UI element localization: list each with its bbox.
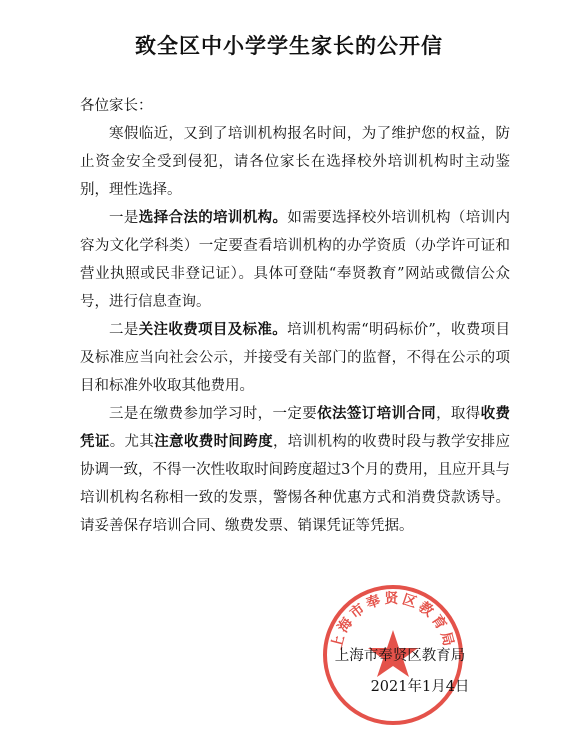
issuer-name: 上海市奉贤区教育局	[334, 648, 466, 664]
point-2-heading: 关注收费项目及标准。	[138, 321, 288, 338]
point-3-mid-1: ，取得	[436, 406, 481, 422]
paragraph-point-3	[80, 400, 510, 540]
letter-title: 致全区中小学学生家长的公开信	[135, 34, 443, 58]
point-2-lead: 二是	[109, 322, 139, 338]
point-3-lead: 三是在缴费参加学习时，一定要	[109, 406, 318, 422]
paragraph-intro: 寒假临近，又到了培训机构报名时间，为了维护您的权益，防止资金安全受到侵犯，请各位家长在选择校外培训机构时主动鉴别，理性选择。	[80, 126, 510, 198]
point-3-text: ，培训机构的收费时段与教学安排应协调一致，不得一次性收取时间跨度超过3个月的费用，且应开具与培训机构名称相一致的发票，警惕各种优惠方式和消费贷款诱导。请妥善保存培训合同、缴费发票、销课凭证等凭据。	[80, 434, 511, 534]
point-1-heading: 选择合法的培训机构。	[138, 209, 288, 226]
point-3-heading-receipt: 收费凭证	[80, 405, 511, 450]
letter-body	[80, 92, 510, 540]
point-3-mid-2: 。尤其	[109, 434, 155, 450]
point-3-heading-timespan: 注意收费时间跨度	[154, 433, 273, 450]
point-3-heading-contract: 依法签订培训合同	[317, 405, 437, 422]
paragraph-point-2	[80, 316, 510, 400]
point-1-text: 如需要选择校外培训机构（培训内容为文化学科类）一定要查看培训机构的办学资质（办学许可证和营业执照或民非登记证）。具体可登陆“奉贤教育”网站或微信公众号，进行信息查询。	[80, 210, 511, 310]
issue-date: 2021年1月4日	[370, 679, 470, 695]
point-1-lead: 一是	[109, 210, 139, 226]
seal-text: 上海市奉贤区教育局	[328, 590, 458, 652]
salutation: 各位家长：	[80, 98, 153, 114]
point-2-text: 培训机构需“明码标价”，收费项目及标准应当向社会公示，并接受有关部门的监督，不得在公示的项目和标准外收取其他费用。	[80, 322, 511, 394]
paragraph-point-1	[80, 204, 510, 316]
